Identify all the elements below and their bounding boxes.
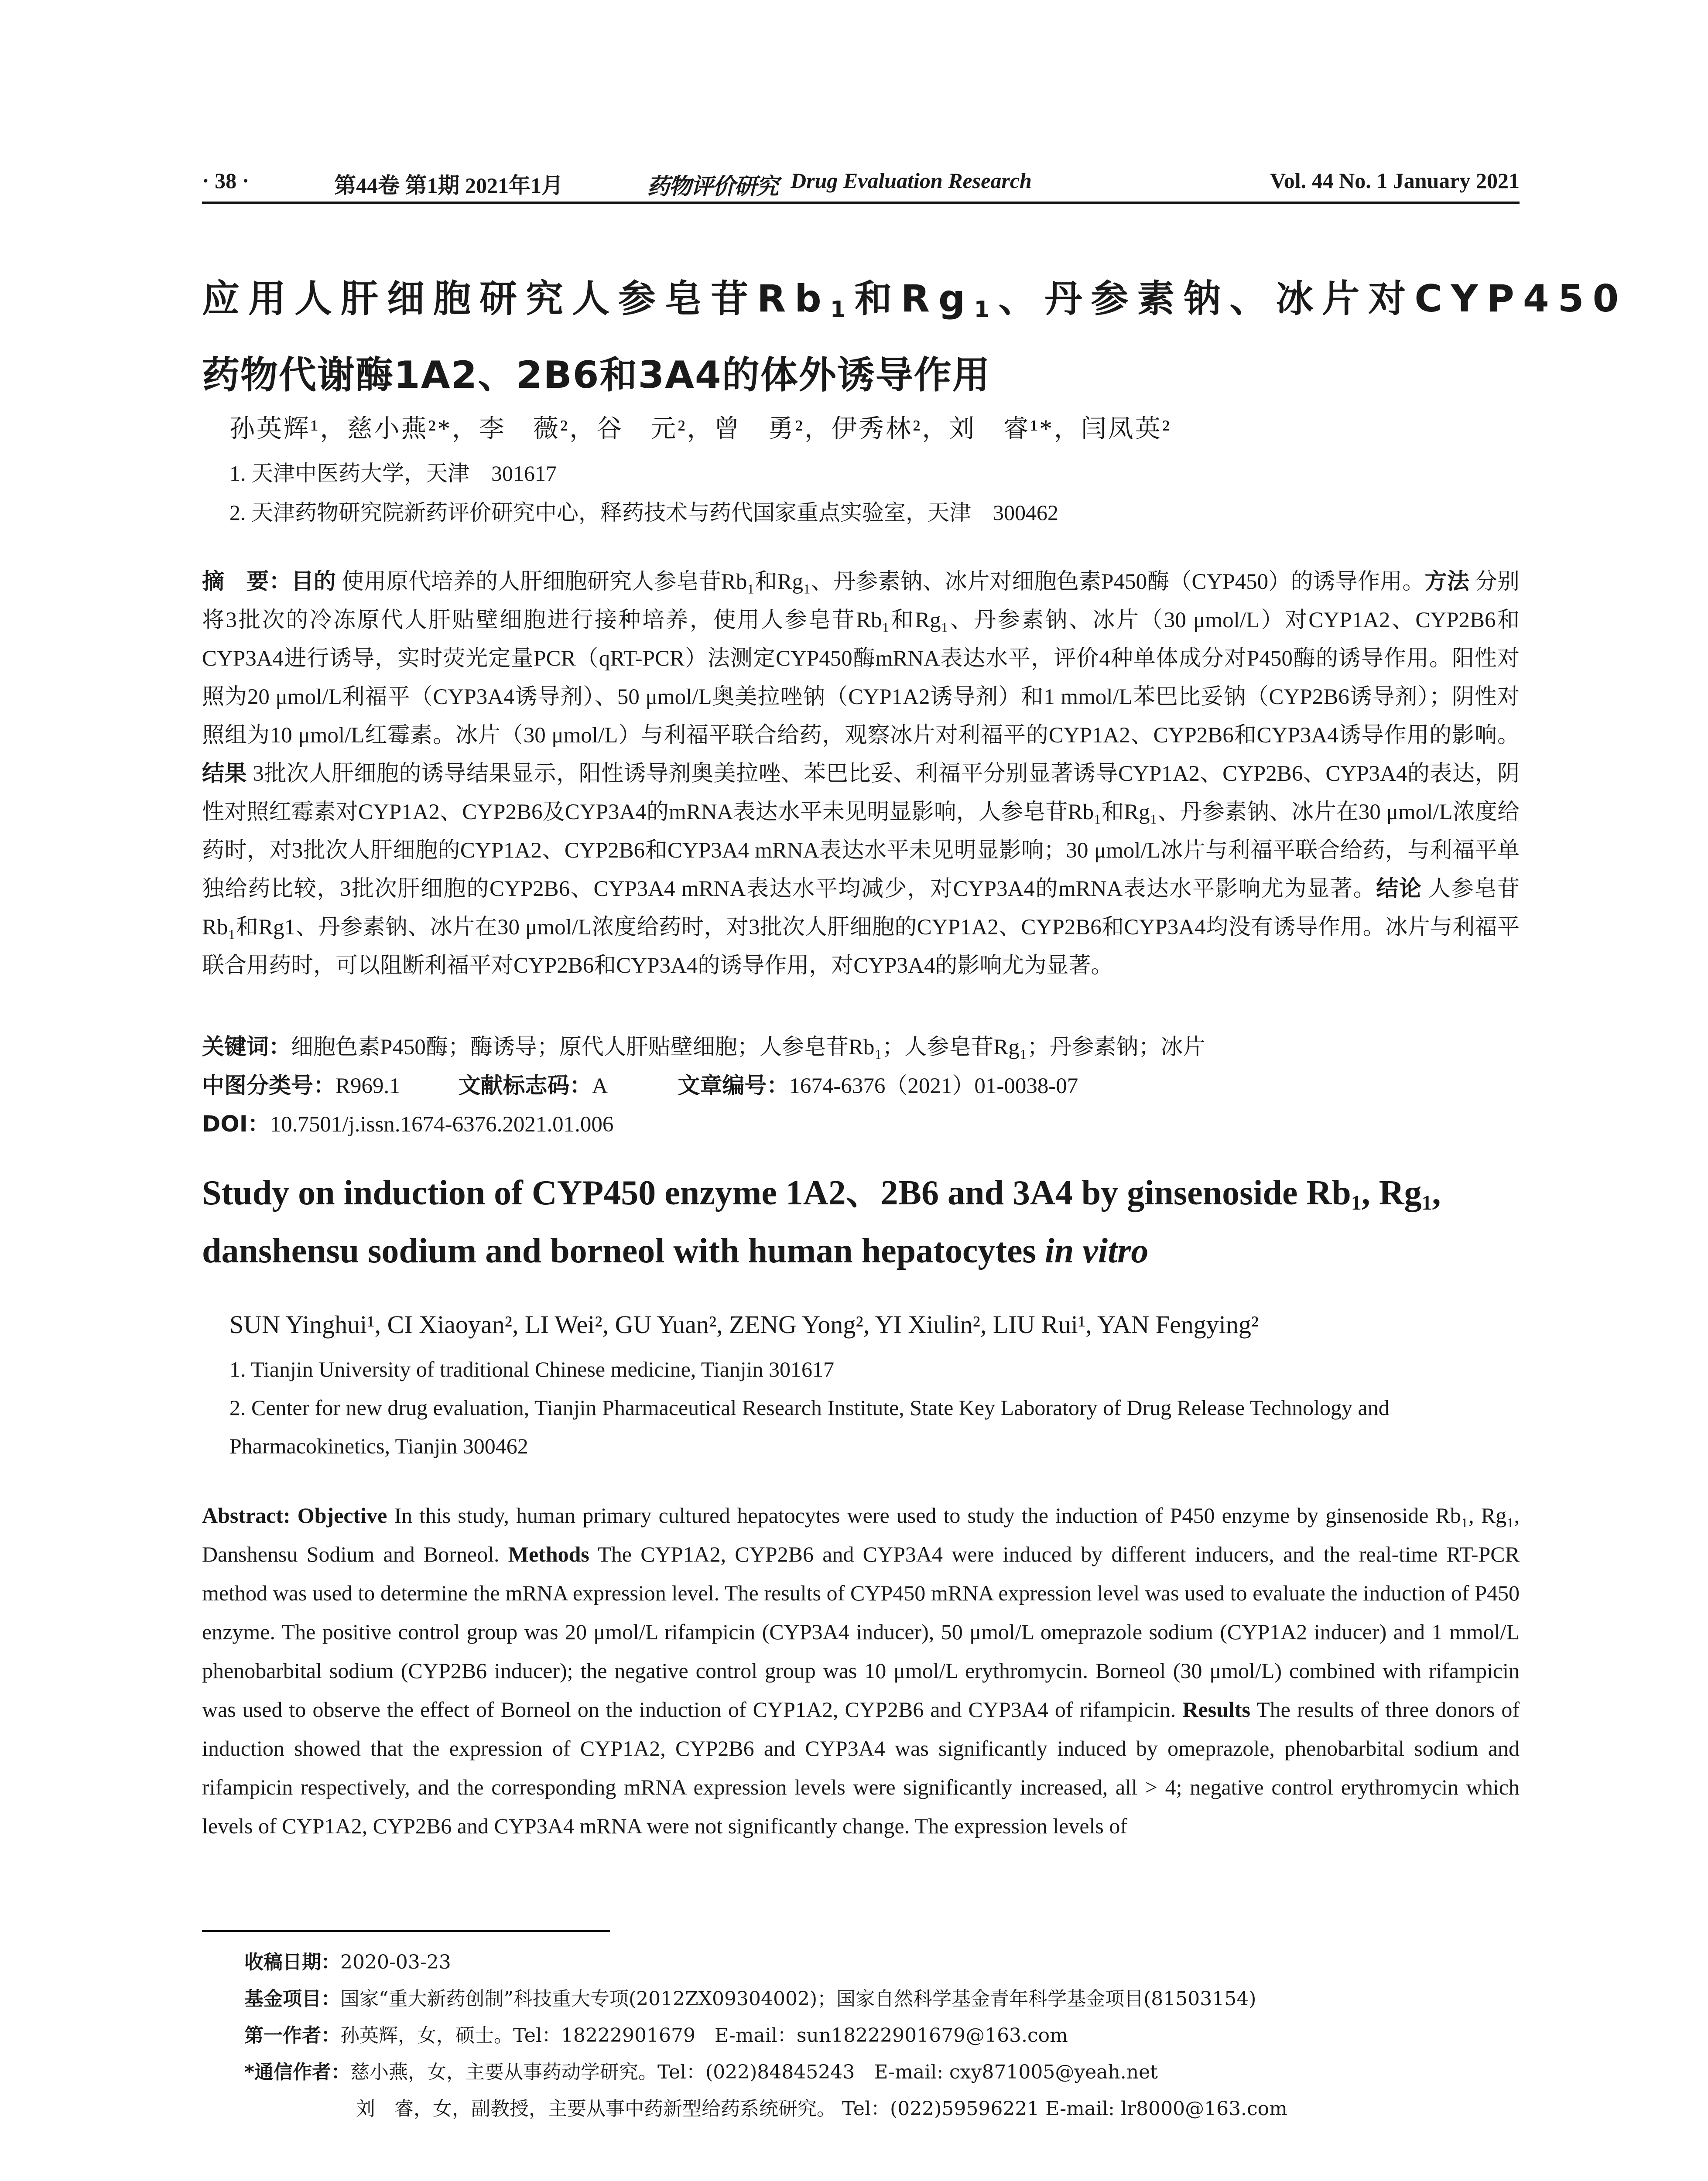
corresponding-author-info-2: 刘 睿，女，副教授，主要从事中药新型给药系统研究。 Tel：(022)59596221 E-mail: lr8000@163.com — [356, 2098, 1287, 2120]
results-text-en: The results of three donors of induction showed that the expression of CYP1A2, CYP2B6 and CYP3A4 was significantly induced by omeprazole, phenobarbital sodium and rifampicin respectively, and the corresponding mRNA expression levels were significantly increased, all > 4; negative control erythromycin which levels of CYP1A2, CYP2B6 and CYP3A4 mRNA were not significantly change. The expression levels of — [202, 1697, 1520, 1838]
results-label-en: Results — [1182, 1697, 1250, 1722]
chinese-title-line-2: 药物代谢酶1A2、2B6和3A4的体外诱导作用 — [202, 353, 991, 397]
footnote-rule — [202, 1930, 610, 1932]
clc-value: R969.1 — [335, 1074, 400, 1098]
english-affiliation-2: 2. Center for new drug evaluation, Tianjin Pharmaceutical Research Institute, State Key Laboratory of Drug Release Technology and Pharmacokinetics, Tianjin 300462 — [229, 1395, 1390, 1458]
conclusion-label: 结论 — [1376, 876, 1422, 902]
clc-label: 中图分类号： — [202, 1073, 336, 1099]
doc-code-value: A — [592, 1074, 607, 1098]
journal-name-en: Drug Evaluation Research — [791, 168, 1032, 193]
objective-label: 目的 — [291, 569, 336, 595]
header-rule — [202, 202, 1520, 204]
doi-line — [202, 1106, 613, 1138]
abstract-label-en: Abstract: — [202, 1503, 298, 1528]
classification-line — [202, 1067, 1078, 1100]
abstract-label: 摘 要： — [202, 569, 291, 595]
doc-code-label: 文献标志码： — [458, 1073, 592, 1099]
chinese-abstract — [202, 563, 1520, 985]
methods-text: 分别将3批次的冷冻原代人肝贴壁细胞进行接种培养，使用人参皂苷Rb₁和Rg₁、丹参素钠、冰片（30 μmol/L）对CYP1A2、CYP2B6和CYP3A4进行诱导，实时荧光定量PCR（qRT-PCR）法测定CYP450酶mRNA表达水平，评价4种单体成分对P450酶的诱导作用。阳性对照为20 μmol/L利福平（CYP3A4诱导剂）、50 μmol/L奥美拉唑钠（CYP1A2诱导剂）和1 mmol/L苯巴比妥钠（CYP2B6诱导剂）；阴性对照组为10 μmol/L红霉素。冰片（30 μmol/L）与利福平联合给药，观察冰片对利福平的CYP1A2、CYP2B6和CYP3A4诱导作用的影响。 — [202, 570, 1520, 748]
running-header — [202, 168, 1520, 201]
volume-issue-en: Vol. 44 No. 1 January 2021 — [1270, 168, 1520, 193]
objective-text: 使用原代培养的人肝细胞研究人参皂苷Rb₁和Rg₁、丹参素钠、冰片对细胞色素P450酶（CYP450）的诱导作用。 — [336, 570, 1425, 594]
conclusion-text: 人参皂苷Rb₁和Rg1、丹参素钠、冰片在30 μmol/L浓度给药时，对3批次人肝细胞的CYP1A2、CYP2B6和CYP3A4均没有诱导作用。冰片与利福平联合用药时，可以阻断利福平对CYP2B6和CYP3A4的诱导作用，对CYP3A4的影响尤为显著。 — [202, 877, 1520, 978]
objective-label-en: Objective — [297, 1503, 387, 1528]
article-number-value: 1674-6376（2021）01-0038-07 — [789, 1074, 1078, 1098]
corresponding-author-info: *通信作者：慈小燕，女，主要从事药动学研究。Tel：(022)84845243 E-mail: cxy871005@yeah.net — [244, 2061, 1158, 2083]
keywords-text: 细胞色素P450酶；酶诱导；原代人肝贴壁细胞；人参皂苷Rb₁；人参皂苷Rg₁；丹参素钠；冰片 — [291, 1035, 1205, 1060]
keywords-label: 关键词： — [202, 1034, 291, 1060]
first-author-info: 第一作者：孙英辉，女，硕士。Tel：18222901679 E-mail：sun18222901679@163.com — [244, 2024, 1068, 2047]
page-number: · 38 · — [202, 168, 250, 193]
fund-info: 基金项目：国家“重大新药创制”科技重大专项(2012ZX09304002)；国家自然科学基金青年科学基金项目(81503154) — [244, 1988, 1256, 2010]
footnotes — [244, 1944, 1509, 2127]
doi-label: DOI： — [202, 1111, 270, 1137]
english-abstract — [202, 1496, 1520, 1846]
english-affiliation-1: 1. Tianjin University of traditional Chinese medicine, Tianjin 301617 — [229, 1357, 835, 1381]
chinese-title-line-1: 应用人肝细胞研究人参皂苷$Rb_1$和$Rg_1$、丹参素钠、冰片对CYP450 — [202, 277, 1628, 323]
chinese-title — [202, 266, 1628, 408]
methods-label-en: Methods — [508, 1542, 589, 1566]
methods-label: 方法 — [1424, 569, 1469, 595]
chinese-affiliation-2: 2. 天津药物研究院新药评价研究中心，释药技术与药代国家重点实验室，天津 300462 — [229, 500, 1058, 525]
chinese-authors: 孙英辉¹，慈小燕²*，李 薇²，谷 元²，曾 勇²，伊秀林²，刘 睿¹*，闫凤英² — [229, 414, 1172, 443]
doi-value: 10.7501/j.issn.1674-6376.2021.01.006 — [270, 1112, 614, 1137]
methods-text-en: The CYP1A2, CYP2B6 and CYP3A4 were induced by different inducers, and the real-time RT-PCR method was used to determine the mRNA expression level. The results of CYP450 mRNA expression level was used to evaluate the induction of P450 enzyme. The positive control group was 20 μmol/L rifampicin (CYP3A4 inducer), 50 μmol/L omeprazole sodium (CYP1A2 inducer) and 1 mmol/L phenobarbital sodium (CYP2B6 inducer); the negative control group was 10 μmol/L erythromycin. Borneol (30 μmol/L) combined with rifampicin was used to observe the effect of Borneol on the induction of CYP1A2, CYP2B6 and CYP3A4 of rifampicin. — [202, 1542, 1520, 1722]
received-date: 收稿日期：2020-03-23 — [244, 1951, 451, 1973]
english-authors: SUN Yinghui¹, CI Xiaoyan², LI Wei², GU Yuan², ZENG Yong², YI Xiulin², LIU Rui¹, YAN Fengying² — [229, 1310, 1259, 1339]
chinese-affiliation-1: 1. 天津中医药大学，天津 301617 — [229, 461, 557, 485]
english-title: Study on induction of CYP450 enzyme 1A2、2B6 and 3A4 by ginsenoside $Rb_1$, $Rg_1$, danshensu sodium and borneol with human hepatocytes in vitro — [202, 1174, 1441, 1270]
journal-logo: 药物评价研究 — [647, 173, 778, 200]
volume-issue-cn: 第44卷 第1期 2021年1月 — [334, 173, 563, 198]
objective-text-en: In this study, human primary cultured hepatocytes were used to study the induction of P450 enzyme by ginsenoside Rb₁, Rg₁, Danshensu Sodium and Borneol. — [202, 1503, 1520, 1566]
keywords — [202, 1029, 1205, 1061]
article-number-label: 文章编号： — [678, 1073, 789, 1099]
results-text: 3批次人肝细胞的诱导结果显示，阳性诱导剂奥美拉唑、苯巴比妥、利福平分别显著诱导CYP1A2、CYP2B6、CYP3A4的表达，阴性对照红霉素对CYP1A2、CYP2B6及CYP3A4的mRNA表达水平未见明显影响，人参皂苷Rb₁和Rg₁、丹参素钠、冰片在30 μmol/L浓度给药时，对3批次人肝细胞的CYP1A2、CYP2B6和CYP3A4 mRNA表达水平未见明显影响；30 μmol/L冰片与利福平联合给药，与利福平单独给药比较，3批次肝细胞的CYP2B6、CYP3A4 mRNA表达水平均减少，对CYP3A4的mRNA表达水平影响尤为显著。 — [202, 762, 1520, 901]
results-label: 结果 — [202, 761, 247, 786]
